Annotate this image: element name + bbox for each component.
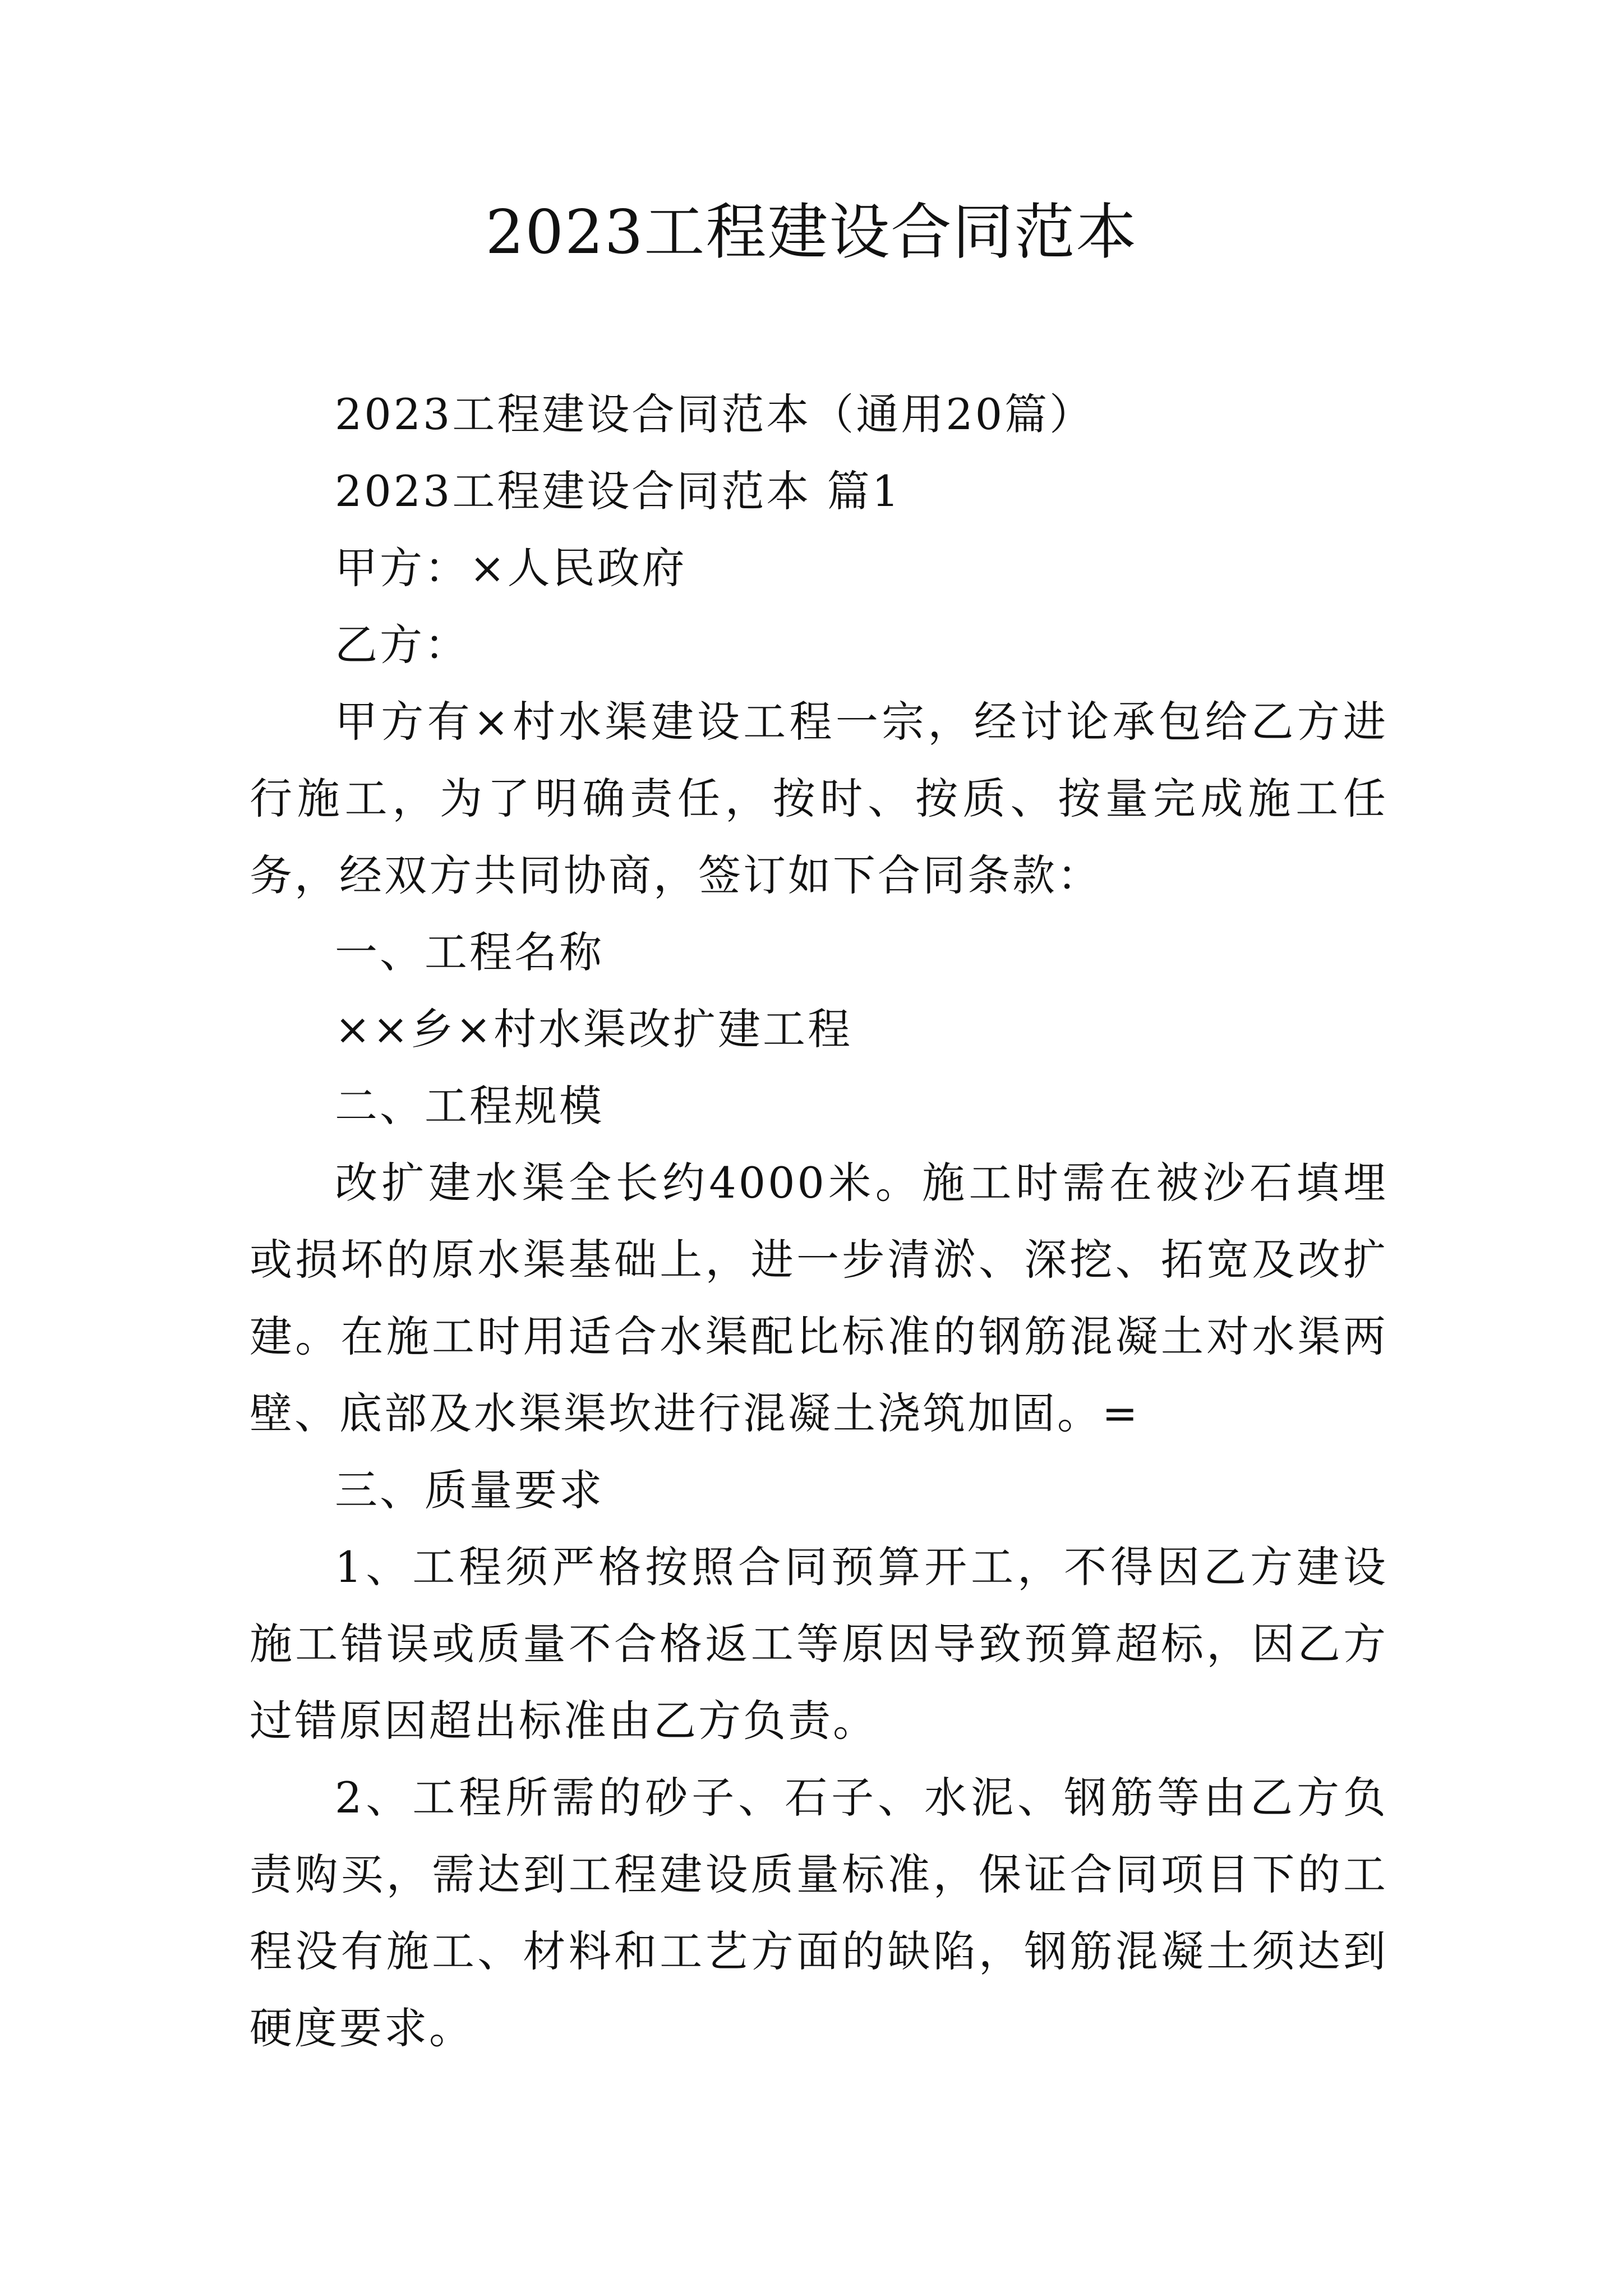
paragraph-quality-1: 1、工程须严格按照合同预算开工，不得因乙方建设施工错误或质量不合格返工等原因导致预算超标，因乙方过错原因超出标准由乙方负责。 (250, 1542, 1388, 1746)
paragraph-intro: 甲方有×村水渠建设工程一宗，经讨论承包给乙方进行施工，为了明确责任，按时、按质、按量完成施工任务，经双方共同协商，签订如下合同条款： (250, 697, 1388, 900)
paragraph-collection-title: 2023工程建设合同范本（通用20篇） (335, 389, 1095, 439)
paragraph-project-name: ××乡×村水渠改扩建工程 (335, 1004, 853, 1054)
document-body (250, 376, 1388, 2067)
paragraph-heading-project-scale: 二、工程规模 (335, 1081, 604, 1131)
document-title: 2023工程建设合同范本 (485, 197, 1138, 268)
paragraph-quality-2: 2、工程所需的砂子、石子、水泥、钢筋等由乙方负责购买，需达到工程建设质量标准，保证合同项目下的工程没有施工、材料和工艺方面的缺陷，钢筋混凝土须达到硬度要求。 (250, 1773, 1388, 2053)
paragraph-party-a: 甲方：×人民政府 (335, 543, 687, 593)
paragraph-heading-quality: 三、质量要求 (335, 1465, 604, 1515)
paragraph-section-heading: 2023工程建设合同范本 篇1 (335, 466, 901, 516)
paragraph-heading-project-name: 一、工程名称 (335, 927, 604, 977)
paragraph-project-scale: 改扩建水渠全长约4000米。施工时需在被沙石填埋或损坏的原水渠基础上，进一步清淤、深挖、拓宽及改扩建。在施工时用适合水渠配比标准的钢筋混凝土对水渠两壁、底部及水渠渠坎进行混凝土浇筑加固。= (250, 1158, 1388, 1438)
paragraph-party-b: 乙方： (335, 620, 469, 670)
